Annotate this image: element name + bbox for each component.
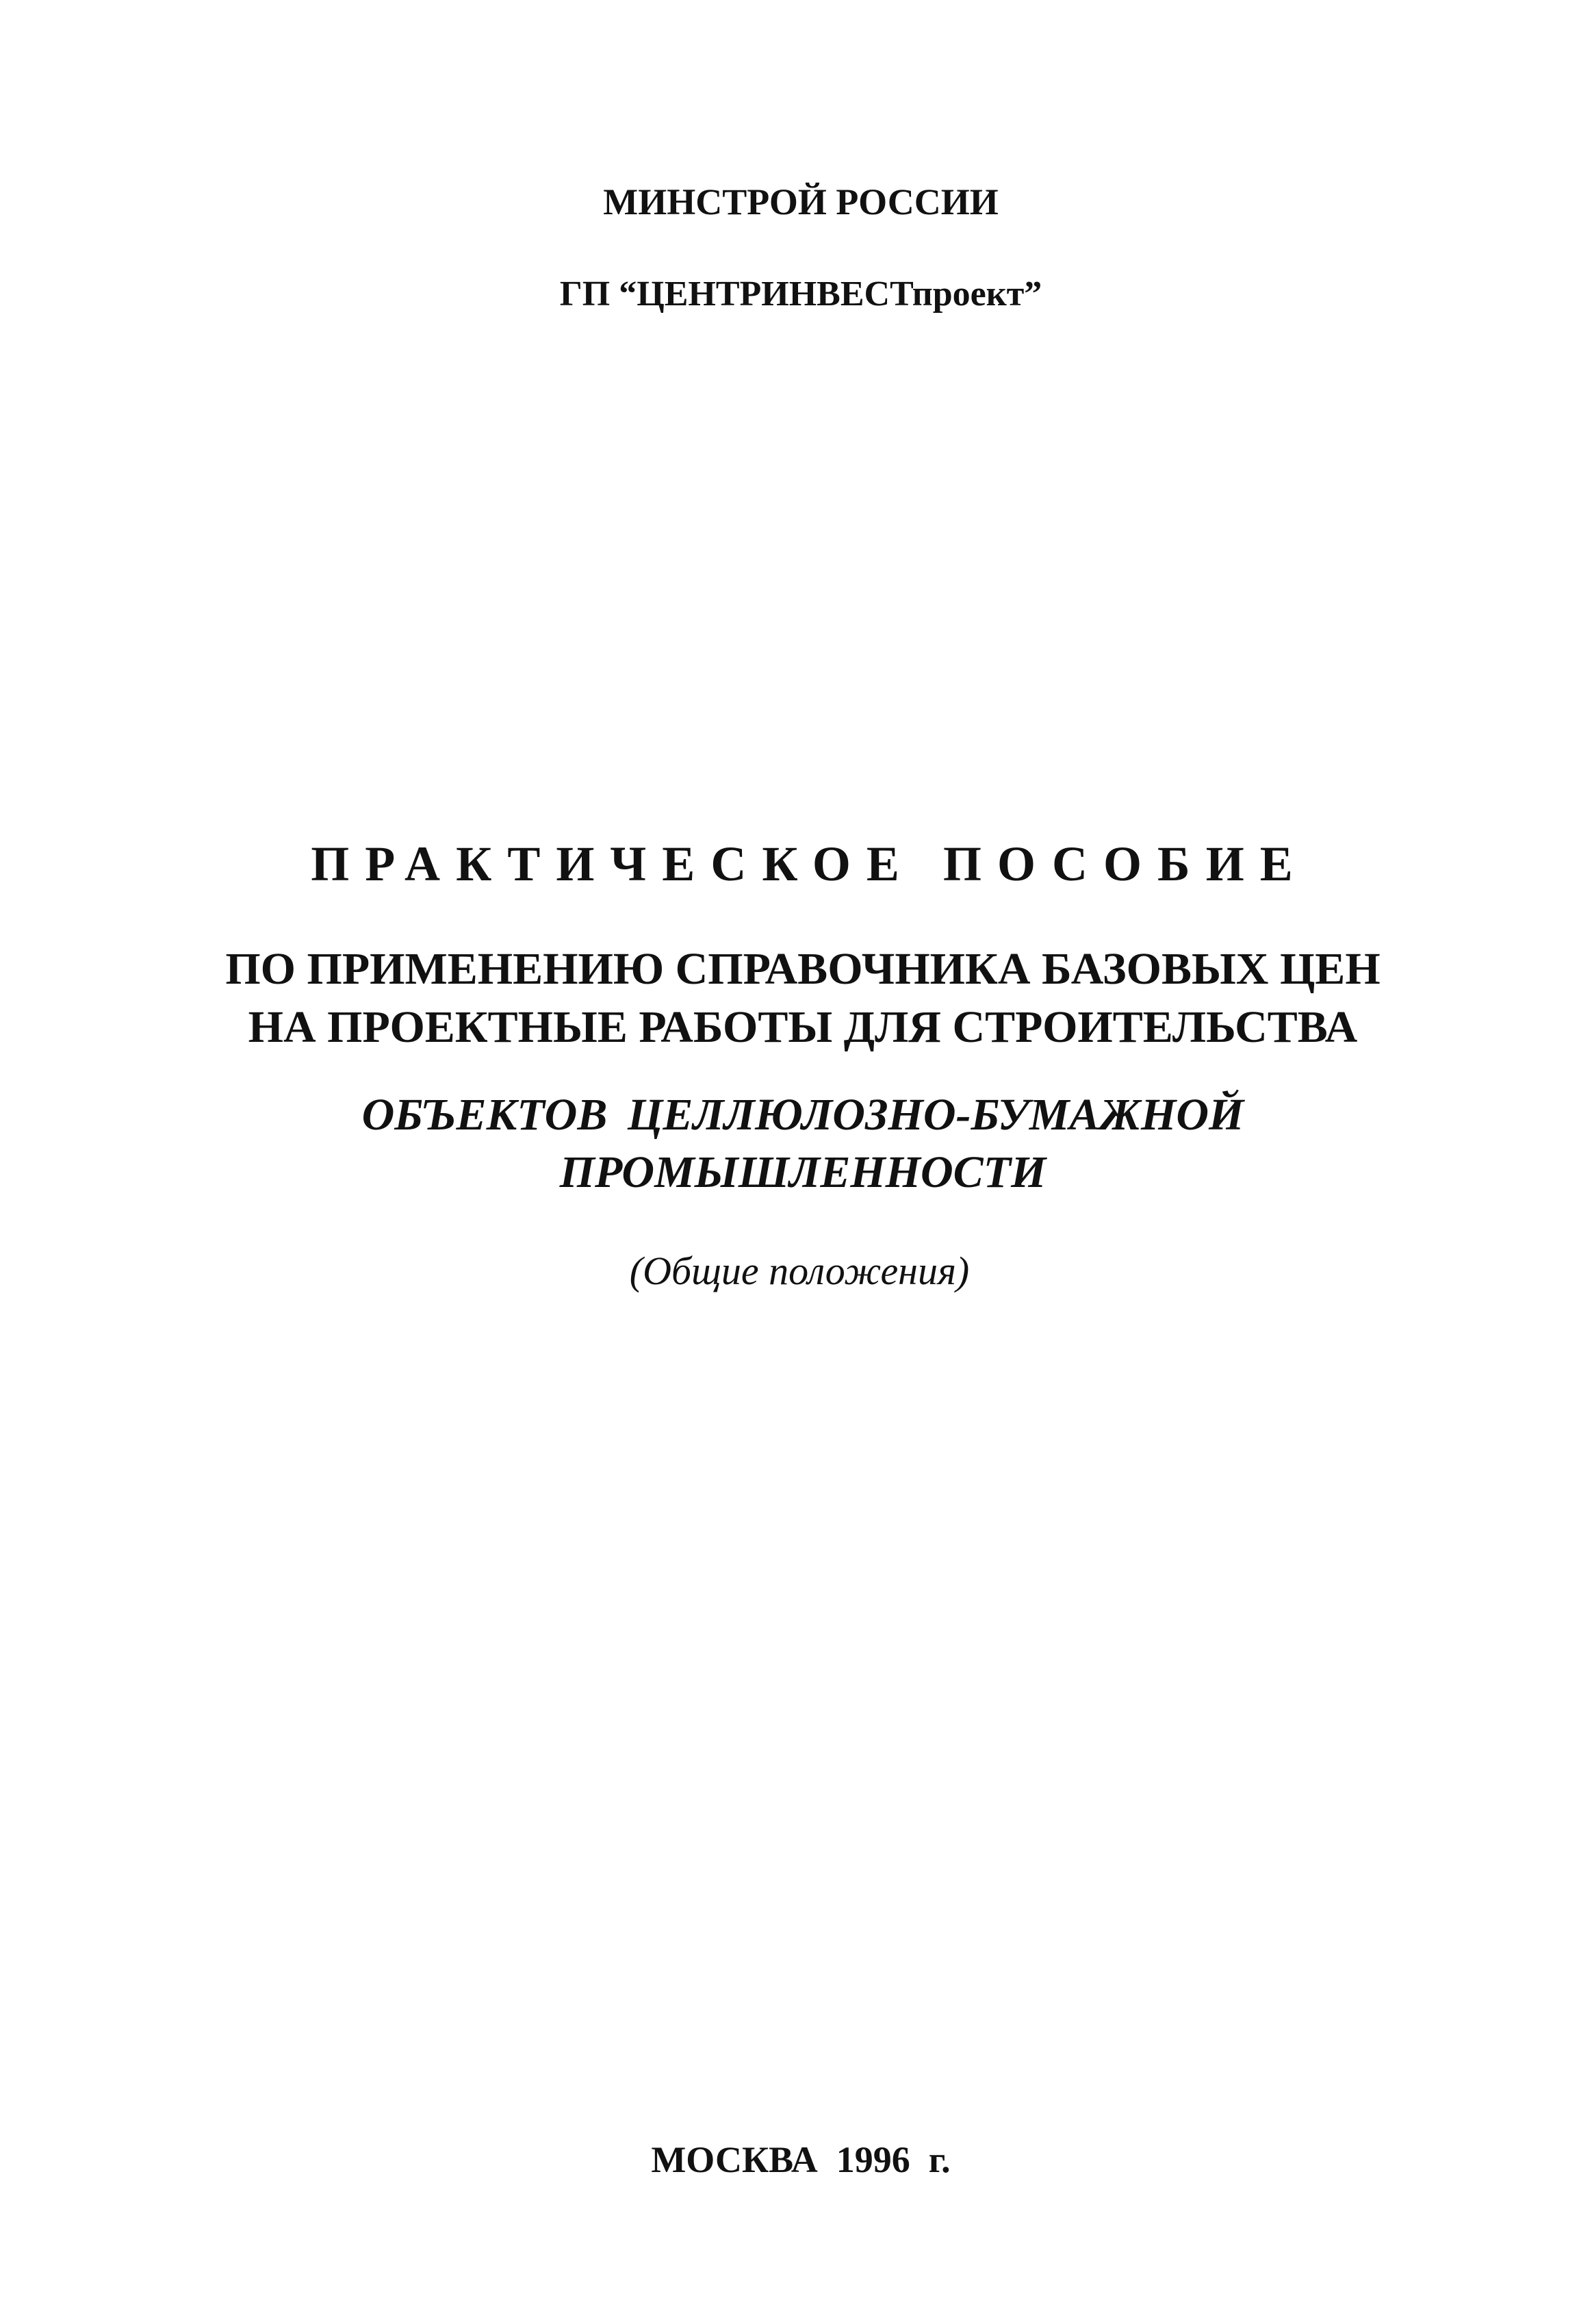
object-line-2: ПРОМЫШЛЕННОСТИ <box>559 1147 1047 1197</box>
organization-name: ГП “ЦЕНТРИНВЕСТпроект” <box>559 274 1042 314</box>
document-title: ПРАКТИЧЕСКОЕ ПОСОБИЕ <box>311 837 1309 891</box>
place-and-year: МОСКВА 1996 г. <box>651 2139 951 2180</box>
ministry-name: МИНСТРОЙ РОССИИ <box>603 181 999 222</box>
general-provisions-note: (Общие положения) <box>629 1249 970 1293</box>
subtitle-line-1: ПО ПРИМЕНЕНИЮ СПРАВОЧНИКА БАЗОВЫХ ЦЕН <box>225 944 1381 994</box>
subtitle-line-2: НА ПРОЕКТНЫЕ РАБОТЫ ДЛЯ СТРОИТЕЛЬСТВА <box>248 1002 1358 1052</box>
object-line-1: ОБЪЕКТОВ ЦЕЛЛЮЛОЗНО-БУМАЖНОЙ <box>361 1090 1244 1140</box>
